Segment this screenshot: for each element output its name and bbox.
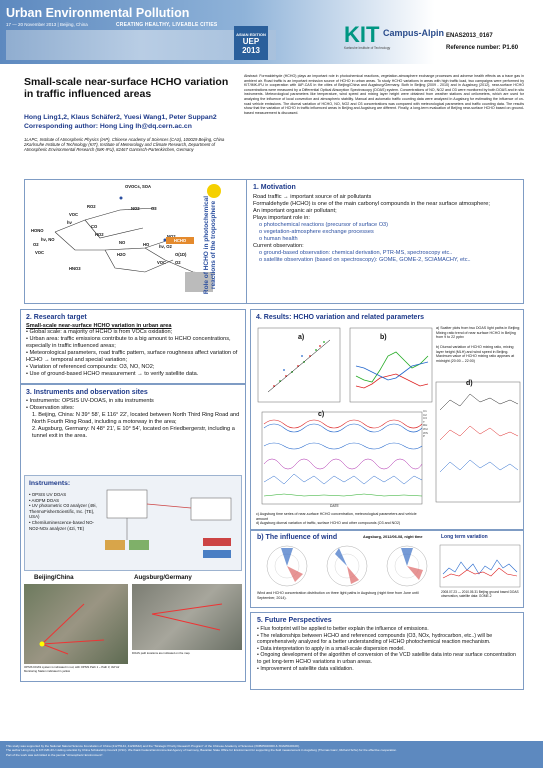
- future-item: • Flux footprint will be applied to better explain the influence of emissions.: [257, 626, 429, 632]
- label-o1d: O(1D): [175, 252, 187, 257]
- site-augsburg: 2. Augsburg, Germany: N 48° 21', E 10° 54', located on Friedbergerstr, including a tunnel exit in the area.: [32, 426, 235, 439]
- authors: Hong Ling1,2, Klaus Schäfer2, Yuesi Wang1, Peter Suppan2: [24, 114, 217, 121]
- label-hono: HONO: [31, 228, 44, 233]
- scatter-point: [283, 369, 285, 371]
- wind-caption-top: Augsburg, 2012/06-08, night time: [363, 535, 423, 539]
- legend-t: T: [423, 419, 425, 424]
- label-ro2: RO2: [87, 204, 96, 209]
- series-legend-c: [423, 410, 428, 439]
- conference-title: Urban Environmental Pollution: [6, 6, 190, 20]
- wind-sector: [287, 566, 303, 582]
- wind-rose-group: [255, 544, 435, 589]
- longterm-title: Long term variation: [441, 534, 488, 540]
- motivation-subitem: o human health: [259, 236, 298, 242]
- results-note-a: a) Scatter plots from two DOAS light paths in Beijing; Mixing ratio trend of near surface HCHO in Beijing from 9 to 22 ppbv: [436, 326, 521, 340]
- wind-title: b) The influence of wind: [257, 534, 338, 541]
- future-item: • Improvement of satellite data validation.: [257, 665, 354, 672]
- scatter-point: [319, 345, 321, 347]
- kit-subtitle: Karlsruhe Institute of Technology: [344, 46, 391, 50]
- motivation-subitem: o photochemical reactions (precursor of surface O3): [259, 222, 389, 228]
- research-target-box: [20, 309, 246, 384]
- future-item: • The relationships between HCHO and referenced compounds (O3, NOx, hydrocarbon, etc..) will be comprehensively analyzed for a better understanding of HCHO photochemical reaction mechanism.: [257, 632, 493, 646]
- uep-logo: [234, 26, 268, 60]
- panel-d-label: d): [466, 380, 473, 387]
- scatter-point: [323, 341, 325, 343]
- results-note-b: b) Diurnal variation of HCHO mixing ratio, mixing layer height (MLH) and wind speed in Beijing. Maximum value of HCHO mixing ratio appears at midnight (20:00 – 22:00): [436, 345, 515, 363]
- doas-schematic: [99, 480, 239, 568]
- research-title: 2. Research target: [26, 314, 87, 321]
- acknowledgements-footer: [0, 741, 543, 768]
- label-voc-1: VOC: [69, 212, 79, 217]
- legend-p: P: [423, 434, 426, 439]
- conference-dates: 17 — 20 November 2013 | Beijing, China: [6, 22, 88, 27]
- label-hv: hν: [67, 220, 72, 225]
- panel-b-label: b): [380, 334, 387, 341]
- wind-sector: [347, 566, 359, 584]
- beijing-label: Beijing/China: [34, 574, 74, 581]
- future-box: [250, 612, 524, 690]
- motivation-subitem: o ground-based observation: chemical derivation, PTR-MS, spectroscopy etc..: [259, 250, 453, 256]
- poster-title: Small-scale near-surface HCHO variation in traffic influenced areas: [24, 76, 229, 100]
- results-note-c: c) Augsburg time series of near-surface HCHO concentration, meteorological parameters and vehicle amount: [256, 512, 417, 521]
- research-item: • Variation of referenced compounds: O3, NO, NO2;: [26, 364, 155, 370]
- legend-c1: C1: [423, 409, 427, 413]
- label-hv-no: hν, NO: [41, 237, 55, 242]
- abstract: Abstract: Formaldehyde (HCHO) plays an important role in photochemical reactions, vegetation-atmosphere exchange processes and adverse health effects as a trace gas in ambient air. Road traffic is an important emission source of HCHO in urban areas. To study HCHO variations in areas with high traffic load, two campaigns were performed by KIT/IMK-IFU in cooperation with IAP-CAS in the cities of Beijing/China and Augsburg/Germany. Both in Beijing (2009 - 2010) and in Augsburg (2012), near-surface HCHO concentrations were measured by a Differential Optical Absorption Spectroscopy (DOAS) system. Concentrations of NO, NO2 and O3 were monitored by both DOAS and in situ instruments. Meteorological parameters like temperature, wind speed and mixing layer height were obtained from weather stations and ceilometers, which are used for analyzing the influence of local convection and atmospheric stability. Manual and automatic traffic counting data were analyzed in Augsburg for estimating the influence of on-road vehicle emissions. The diurnal variation of HCHO, NO, NO2 and O3 concentrations was compared with meteorological parameters and traffic counting data. The results show that the variation of HCHO in traffic influenced areas in Beijing and Augsburg are different. Finally, a long-term evaluation of Beijing near-surface HCHO based on ground-based measurement is discussed.: [244, 74, 524, 115]
- panel-c-label: c): [318, 411, 325, 418]
- instrument-detail-panel: [24, 475, 242, 571]
- label-no2-top: NO2: [131, 206, 140, 211]
- corresponding-author: Corresponding author: Hong Ling lh@dq.cern.ac.cn: [24, 123, 192, 130]
- motivation-title: 1. Motivation: [253, 184, 296, 191]
- instruments-item: • Instruments: OPSIS UV-DOAS, in situ instruments: [26, 398, 154, 404]
- affiliations: [24, 137, 238, 152]
- reference-ids: [446, 30, 518, 54]
- longterm-chart: [439, 544, 521, 588]
- legend-ws: WS: [423, 430, 428, 435]
- instrument-item: • OPSIS UV DOAS: [29, 492, 67, 497]
- motivation-item: Plays important role in:: [253, 215, 310, 221]
- legend-rh: RH: [423, 423, 428, 428]
- results-title: 4. Results: HCHO variation and related parameters: [256, 314, 425, 321]
- research-list: [26, 329, 240, 378]
- footer-line: The author Hong Ling is KIT-IMK-IFU visiting scientist by China Scholarship Council (CSC). We thank Federal Environmental Agency of Germany, Bavarian State Office for Environment for supporting the field measurement in Augsburg (Thomas Ganz, Richard Schu) for the effective cooperation.: [6, 748, 397, 753]
- motivation-box: [246, 179, 524, 304]
- label-ho: HO: [143, 242, 150, 247]
- label-no: NO: [119, 240, 126, 245]
- instrument-item: • AIOFM DOAS: [29, 497, 60, 503]
- motivation-item: An important organic air pollutant;: [253, 208, 337, 214]
- hcho-box: HCHO: [166, 237, 194, 244]
- label-hno3: HNO3: [69, 266, 81, 271]
- affiliation-1: 1LAPC, Institute of Atmospheric Physics (IAP), Chinese Academy of Sciences (CAS), 100029 Beijing, China: [24, 137, 225, 142]
- research-item: • Urban area: traffic emissions contribute to a big amount to HCHO concentrations, especially in traffic influenced areas;: [26, 336, 231, 349]
- uep-line1: UEP: [242, 37, 260, 46]
- beijing-paths: [24, 584, 128, 664]
- wind-caption: Wind and HCHO concentration distribution on three light paths in Augsburg (night time from June until September, 2014).: [257, 591, 419, 600]
- legend-c2: C2: [423, 412, 427, 417]
- site-beijing: 1. Beijing, China: N 39° 58', E 116° 22', located between North Third Ring Road and North Fourth Ring Road, including a motorway in the area;: [32, 412, 240, 425]
- motivation-item: Road traffic → important source of air pollutants: [253, 194, 372, 200]
- conference-slogan: CREATING HEALTHY, LIVEABLE CITIES: [116, 22, 218, 28]
- future-list: [257, 626, 517, 672]
- longterm-caption: 2008.07.23 — 2010.05.31 Beijing ground based DOAS observation, satellite data: GOME-2: [441, 590, 519, 599]
- instruments-title: 3. Instruments and observation sites: [26, 389, 148, 396]
- augsburg-paths: [132, 584, 242, 650]
- wind-sector: [335, 548, 347, 566]
- reference-number: Reference number: P1.60: [446, 45, 519, 51]
- label-o3: O3: [151, 206, 157, 211]
- beijing-map: [24, 584, 128, 664]
- motivation-item: Formaldehyde (HCHO) is one of the main carbonyl compounds in the near surface atmosphere;: [253, 201, 490, 207]
- instruments-list: [26, 398, 240, 440]
- motivation-item: Current observation:: [253, 243, 304, 249]
- motivation-subitem: o vegetation-atmosphere exchange processes: [259, 229, 374, 235]
- research-item: • Use of ground-based HCHO measurement → to verify satellite data.: [26, 371, 199, 377]
- research-item: • Meteorological parameters, road traffic pattern, surface roughness affect variation of HCHO → temporal and special variation;: [26, 350, 238, 363]
- motivation-list: [253, 194, 517, 264]
- future-item: • Data interpretation to apply in a small-scale dispersion model.: [257, 645, 405, 652]
- uep-small: ASIAN EDITION: [236, 32, 266, 37]
- instrument-box-title: Instruments:: [29, 480, 71, 487]
- panel-d-frame: [436, 382, 520, 502]
- research-subtitle: Small-scale near-surface HCHO variation in urban area: [26, 323, 172, 329]
- kit-logo: KIT: [344, 22, 380, 47]
- abstract-id: ENAS2013_0167: [446, 33, 493, 39]
- x-axis-label: DATE: [330, 504, 339, 508]
- wind-sector: [281, 548, 293, 566]
- future-title: 5. Future Perspectives: [257, 617, 332, 624]
- instrument-box-list: [29, 492, 97, 531]
- panel-c-frame: [262, 412, 422, 504]
- longterm-frame: [440, 545, 520, 587]
- label-o2-2: O2: [175, 260, 181, 265]
- panel-a-label: a): [298, 334, 305, 341]
- scatter-point: [301, 355, 303, 357]
- beijing-map-note: OPSIS DOAS system is indicated in red, with OPSIS Path 1 ~ Path 3; IAP Air Monitoring Station indicated in yellow: [24, 665, 120, 673]
- research-item: • Global scale: a majority of HCHO is from VOCs oxidation;: [26, 329, 173, 335]
- label-voc-2: VOC: [35, 250, 45, 255]
- instruments-item: • Observation sites:: [26, 405, 75, 411]
- footer-line: This study was supported by the National Natural Science Foundation of China (41275144, 41230642) and the "Strategic Priority Research Program" of the Chinese Academy of Sciences (XDB05020000 & XDA05100100).: [6, 744, 300, 748]
- augsburg-map: [132, 584, 242, 650]
- label-o2: O2: [33, 242, 39, 247]
- results-note-d: d) Augsburg diurnal variation of traffic, surface HCHO and other compounds (O3 and NO2): [256, 521, 401, 525]
- footer-line: Part of the work was submitted to the journal "Atmospheric Environment".: [6, 752, 104, 757]
- instrument-item: • Chemiluminescence-based NO-NO2-NOx analyzer (42i, TE): [29, 519, 94, 531]
- diagram-rotated-label: Role of HCHO in photochemical reactions of the troposphere: [203, 195, 217, 295]
- results-chart-d: [434, 380, 522, 504]
- label-voc-3: VOC: [157, 260, 167, 265]
- augsburg-label: Augsburg/Germany: [134, 574, 192, 581]
- label-h2o: H2O: [117, 252, 126, 257]
- label-hv-o2: hν, O2: [159, 244, 172, 249]
- instrument-item: • UV photometric O3 analyzer (49i, ThermoFisherScientific, Inc. (TE), USA): [29, 503, 97, 520]
- uep-line2: 2013: [242, 46, 260, 55]
- augsburg-map-note: DOAS path locations are indicated on the map.: [132, 651, 191, 655]
- motivation-subitem: o satellite observation (based on spectroscopy): GOME, GOME-2, SCIAMACHY, etc..: [259, 257, 471, 263]
- label-ovocs: OVOCs, SOA: [125, 184, 152, 189]
- legend-c3: C3: [423, 416, 427, 421]
- wind-sector: [401, 548, 413, 566]
- label-ho2: HO2: [95, 232, 104, 237]
- results-chart-ab: [254, 326, 434, 408]
- wind-box: [250, 530, 524, 608]
- results-chart-c: [254, 410, 434, 510]
- scatter-point: [315, 349, 317, 351]
- panel-b-frame: [350, 328, 432, 402]
- future-item: • Ongoing development of the algorithm of conversion of the VCD satellite data into near surface concentration to get long-term HCHO variations in urban areas.: [257, 652, 516, 665]
- affiliation-2: 2Karlsruhe Institute of Technology (KIT), Institute of Meteorology and Climate Research, Department of Atmospheric Environmental Research (IMK-IFU), 82467 Garmisch-Partenkirchen, Germany: [24, 142, 215, 152]
- campus-alpin-logo: Campus-Alpin: [383, 28, 445, 38]
- legend-wd: Wd: [423, 426, 428, 431]
- label-co: CO: [91, 224, 98, 229]
